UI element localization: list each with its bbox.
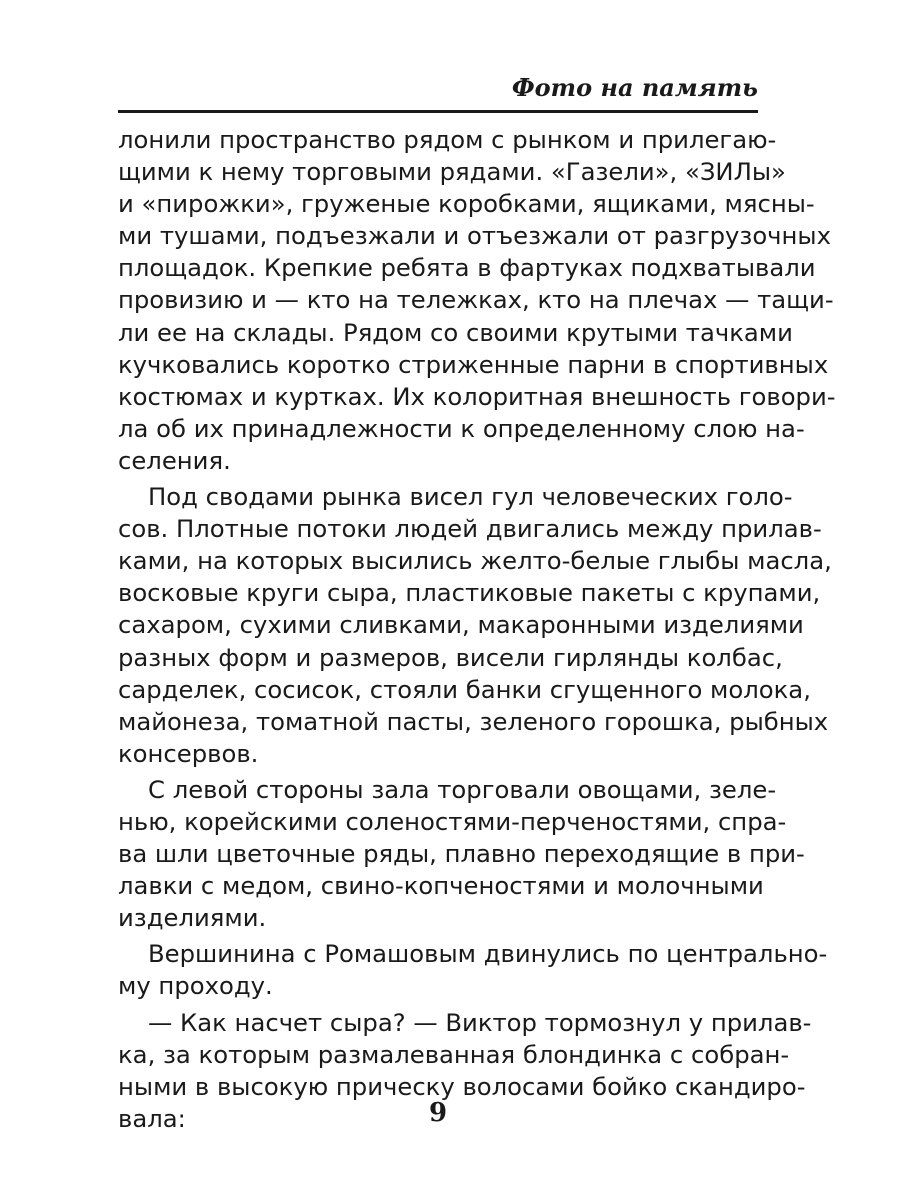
text-line: костюмах и куртках. Их колоритная внешность говори-	[118, 381, 836, 411]
page-number: 9	[428, 1098, 448, 1128]
text-line: лонили пространство рядом с рынком и прилегаю-	[118, 125, 777, 154]
header-rule	[118, 110, 758, 113]
text-line: ка, за которым размалеванная блондинка с собран-	[118, 1039, 790, 1069]
text-line: Вершинина с Ромашовым двинулись по центрально-	[148, 939, 828, 969]
text-line: кучковались коротко стриженные парни в спортивных	[118, 349, 829, 379]
text-line: восковые круги сыра, пластиковые пакеты с крупами,	[118, 578, 821, 608]
text-line: нью, корейскими соленостями-перченостями, спра-	[118, 806, 787, 836]
paragraph	[118, 124, 836, 477]
text-line: майонеза, томатной пасты, зеленого горошка, рыбных	[118, 706, 829, 736]
text-line: лавки с медом, свино-копченостями и молочными	[118, 871, 764, 901]
text-line: ными в высокую прическу волосами бойко скандиро-	[118, 1071, 806, 1101]
text-line: селения.	[118, 445, 231, 475]
text-line: сов. Плотные потоки людей двигались между прилав-	[118, 514, 822, 544]
text-line: и «пирожки», груженые коробками, ящиками, мясны-	[118, 189, 815, 219]
text-line: щими к нему торговыми рядами. «Газели», «ЗИЛы»	[118, 157, 786, 187]
body-text	[118, 124, 836, 1139]
text-line: му проходу.	[118, 971, 273, 1001]
text-line: изделиями.	[118, 903, 267, 933]
text-line: Под сводами рынка висел гул человеческих голо-	[148, 482, 793, 512]
text-line: ва шли цветочные ряды, плавно переходящие в при-	[118, 839, 805, 869]
text-line: площадок. Крепкие ребята в фартуках подхватывали	[118, 253, 816, 283]
paragraph	[118, 481, 832, 770]
running-head: Фото на память	[511, 73, 758, 102]
text-line: сарделек, сосисок, стояли банки сгущенного молока,	[118, 674, 811, 704]
text-line: сахаром, сухими сливками, макаронными изделиями	[118, 610, 804, 640]
text-line: вала:	[118, 1103, 186, 1133]
text-line: провизию и — кто на тележках, кто на плечах — тащи-	[118, 285, 834, 315]
text-line: ла об их принадлежности к определенному слою на-	[118, 413, 805, 443]
text-line: разных форм и размеров, висели гирлянды колбас,	[118, 642, 783, 672]
text-line: — Как насчет сыра? — Виктор тормознул у прилав-	[148, 1007, 812, 1037]
text-line: С левой стороны зала торговали овощами, зеле-	[148, 774, 777, 804]
text-line: ли ее на склады. Рядом со своими крутыми тачками	[118, 317, 793, 347]
text-line: консервов.	[118, 738, 259, 768]
text-line: ками, на которых высились желто-белые глыбы масла,	[118, 546, 832, 576]
paragraph	[118, 938, 828, 1002]
text-line: ми тушами, подъезжали и отъезжали от разгрузочных	[118, 221, 831, 251]
paragraph	[118, 774, 805, 934]
